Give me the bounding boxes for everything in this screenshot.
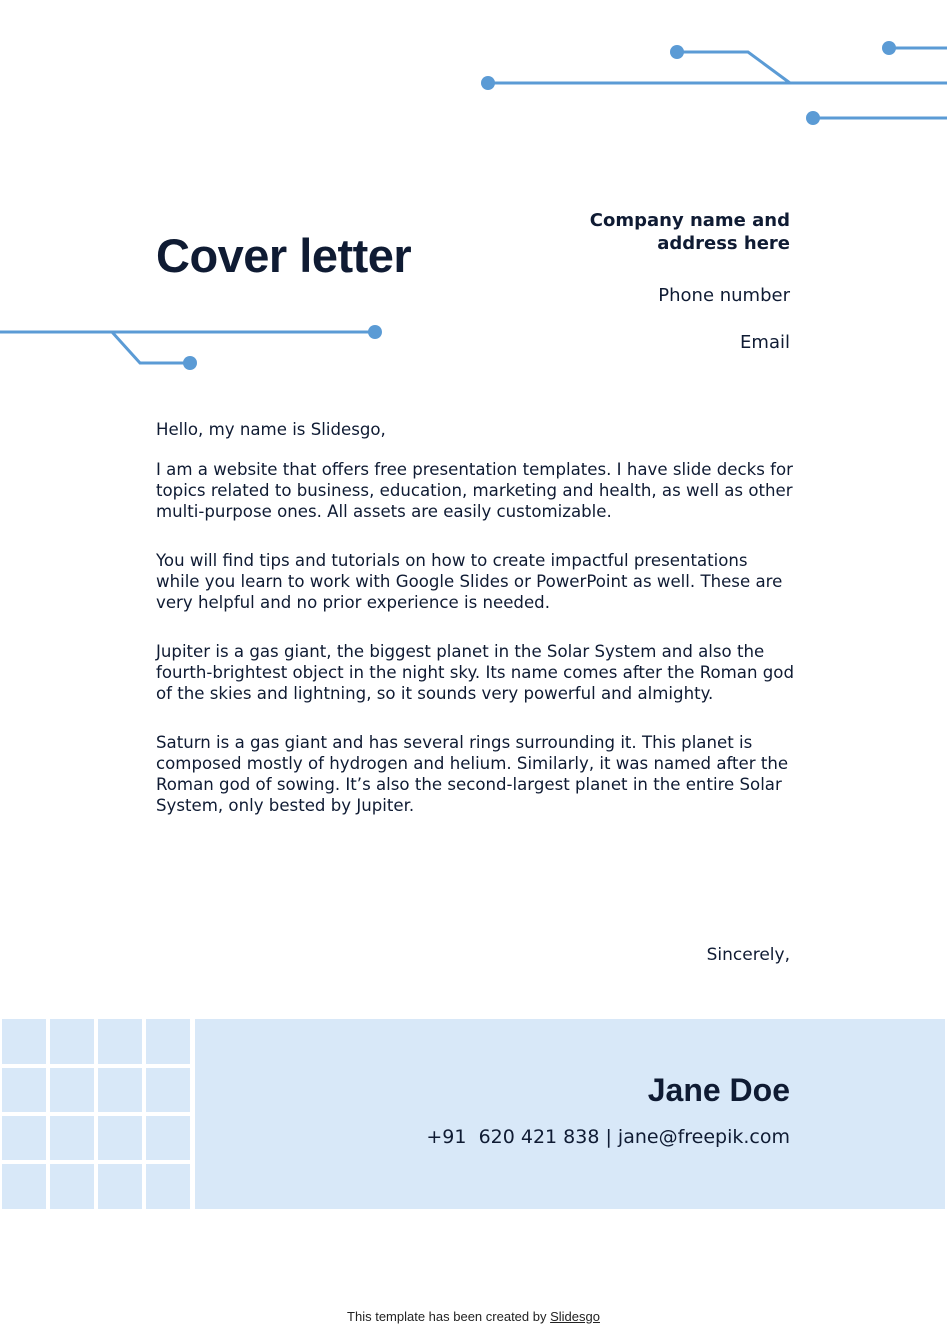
circuit-decoration bbox=[0, 0, 947, 400]
footer-contact: +91 620 421 838 | jane@freepik.com bbox=[426, 1126, 790, 1148]
footer-band bbox=[195, 1019, 945, 1209]
circuit-lines-top bbox=[488, 48, 947, 118]
letter-paragraph: Jupiter is a gas giant, the biggest planet in the Solar System and also the fourth-brightest object in the night sky. Its name comes after the Roman god of the skies and lightning, so it sounds very powerful and almighty. bbox=[156, 642, 794, 703]
letter-paragraph: I am a website that offers free presentation templates. I have slide decks for topics related to business, education, marketing and health, as well as other multi-purpose ones. All assets are easily customizable. bbox=[156, 460, 793, 521]
company-address: Company name and address here bbox=[589, 210, 790, 254]
page-title: Cover letter bbox=[156, 229, 412, 282]
footer-grid-decoration bbox=[0, 1017, 195, 1211]
phone-number: Phone number bbox=[658, 285, 790, 306]
signer-name: Jane Doe bbox=[647, 1072, 790, 1108]
template-credit bbox=[0, 1309, 947, 1324]
slidesgo-link[interactable]: Slidesgo bbox=[550, 1309, 600, 1324]
letter-greeting: Hello, my name is Slidesgo, bbox=[156, 420, 386, 439]
letter-paragraph: Saturn is a gas giant and has several rings surrounding it. This planet is composed mostly of hydrogen and helium. Similarly, it was named after the Roman god of sowing. It’s also the second-largest planet in the entire Solar System, only bested by Jupiter. bbox=[156, 733, 789, 815]
credit-text: This template has been created by bbox=[347, 1309, 551, 1324]
letter-closing: Sincerely, bbox=[706, 945, 790, 965]
letter-body bbox=[156, 419, 796, 844]
letter-paragraph: You will find tips and tutorials on how to create impactful presentations while you learn to work with Google Slides or PowerPoint as well. These are very helpful and no prior experience is needed. bbox=[156, 551, 783, 612]
email-address: Email bbox=[740, 332, 790, 353]
